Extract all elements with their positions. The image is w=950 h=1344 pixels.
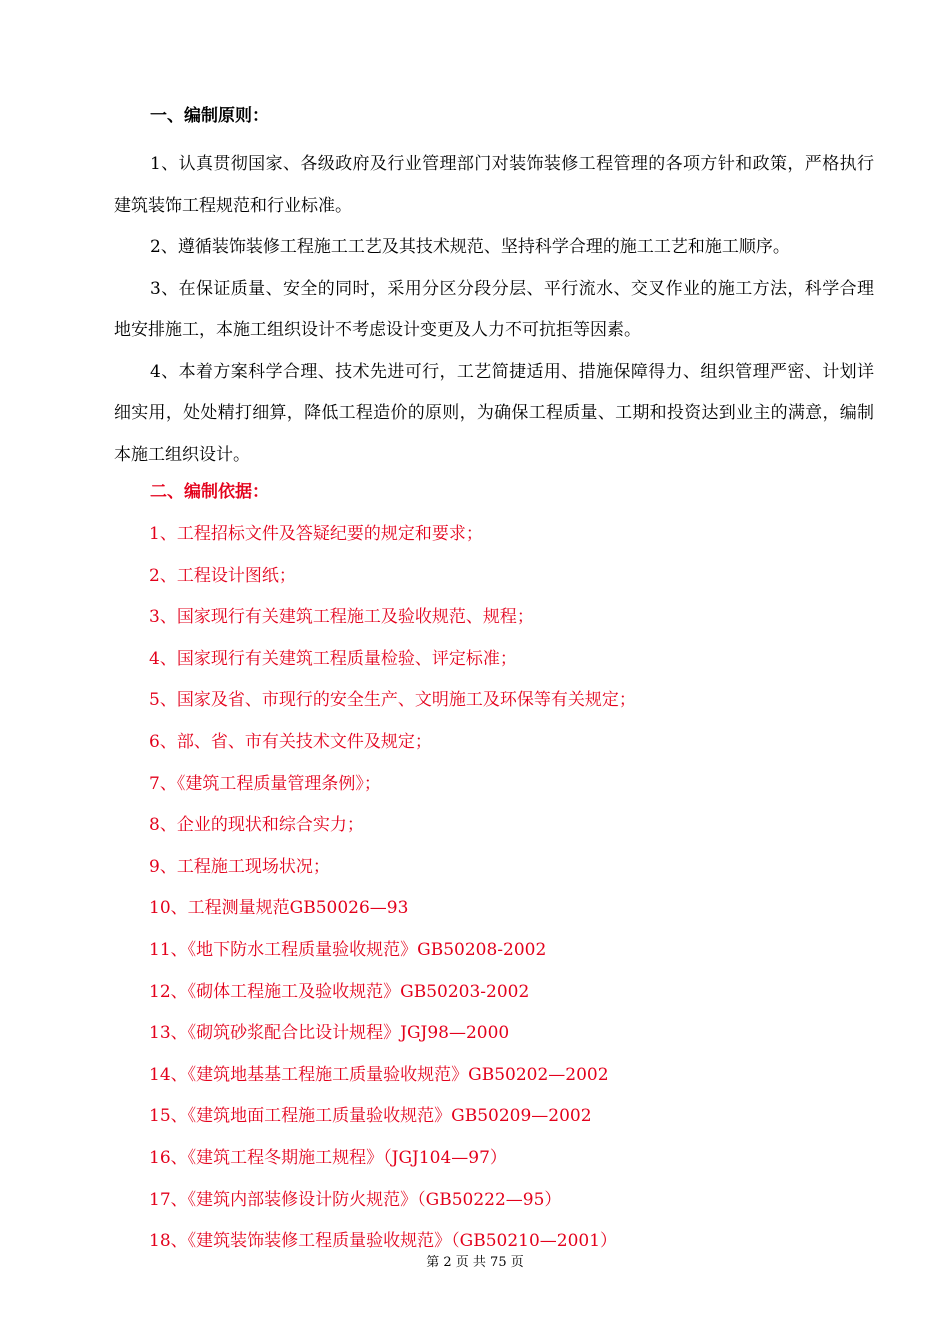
principle-paragraph: 4、本着方案科学合理、技术先进可行，工艺简捷适用、措施保障得力、组织管理严密、计划详细实用，处处精打细算，降低工程造价的原则，为确保工程质量、工期和投资达到业主的满意，编制本施工组织设计。 xyxy=(114,361,874,465)
basis-item: 5、国家及省、市现行的安全生产、文明施工及环保等有关规定； xyxy=(149,690,636,711)
basis-item: 3、国家现行有关建筑工程施工及验收规范、规程； xyxy=(149,607,534,628)
principle-paragraph: 2、遵循装饰装修工程施工工艺及其技术规范、坚持科学合理的施工工艺和施工顺序。 xyxy=(150,237,790,257)
basis-item: 18、《建筑装饰装修工程质量验收规范》（GB50210—2001） xyxy=(149,1231,618,1252)
basis-item: 6、部、省、市有关技术文件及规定； xyxy=(149,731,432,752)
section-heading-basis: 二、编制依据： xyxy=(150,482,269,502)
basis-item: 12、《砌体工程施工及验收规范》GB50203-2002 xyxy=(149,981,530,1002)
basis-item: 9、工程施工现场状况； xyxy=(149,856,330,877)
principle-paragraph: 1、认真贯彻国家、各级政府及行业管理部门对装饰装修工程管理的各项方针和政策，严格执行建筑装饰工程规范和行业标准。 xyxy=(114,154,874,216)
basis-item: 1、工程招标文件及答疑纪要的规定和要求； xyxy=(149,524,483,544)
principle-paragraph: 3、在保证质量、安全的同时，采用分区分段分层、平行流水、交叉作业的施工方法，科学合理地安排施工，本施工组织设计不考虑设计变更及人力不可抗拒等因素。 xyxy=(114,278,874,340)
basis-item: 14、《建筑地基基工程施工质量验收规范》GB50202—2002 xyxy=(149,1064,609,1085)
section-heading-principles: 一、编制原则： xyxy=(150,106,269,126)
basis-item: 4、国家现行有关建筑工程质量检验、评定标准； xyxy=(149,648,517,669)
basis-item: 11、《地下防水工程质量验收规范》GB50208-2002 xyxy=(149,939,547,960)
basis-item: 8、企业的现状和综合实力； xyxy=(149,815,364,836)
page-footer: 第 2 页 共 75 页 xyxy=(426,1255,524,1270)
basis-item: 10、工程测量规范GB50026—93 xyxy=(149,898,409,919)
basis-item: 13、《砌筑砂浆配合比设计规程》JGJ98—2000 xyxy=(149,1023,510,1044)
basis-item: 2、工程设计图纸； xyxy=(149,565,296,586)
basis-item: 17、《建筑内部装修设计防火规范》（GB50222—95） xyxy=(149,1189,562,1210)
basis-item: 7、《建筑工程质量管理条例》； xyxy=(149,773,381,794)
basis-item: 15、《建筑地面工程施工质量验收规范》GB50209—2002 xyxy=(149,1106,592,1127)
principles-body xyxy=(114,144,874,476)
basis-list xyxy=(149,514,869,1263)
basis-item: 16、《建筑工程冬期施工规程》（JGJ104—97） xyxy=(149,1147,507,1168)
